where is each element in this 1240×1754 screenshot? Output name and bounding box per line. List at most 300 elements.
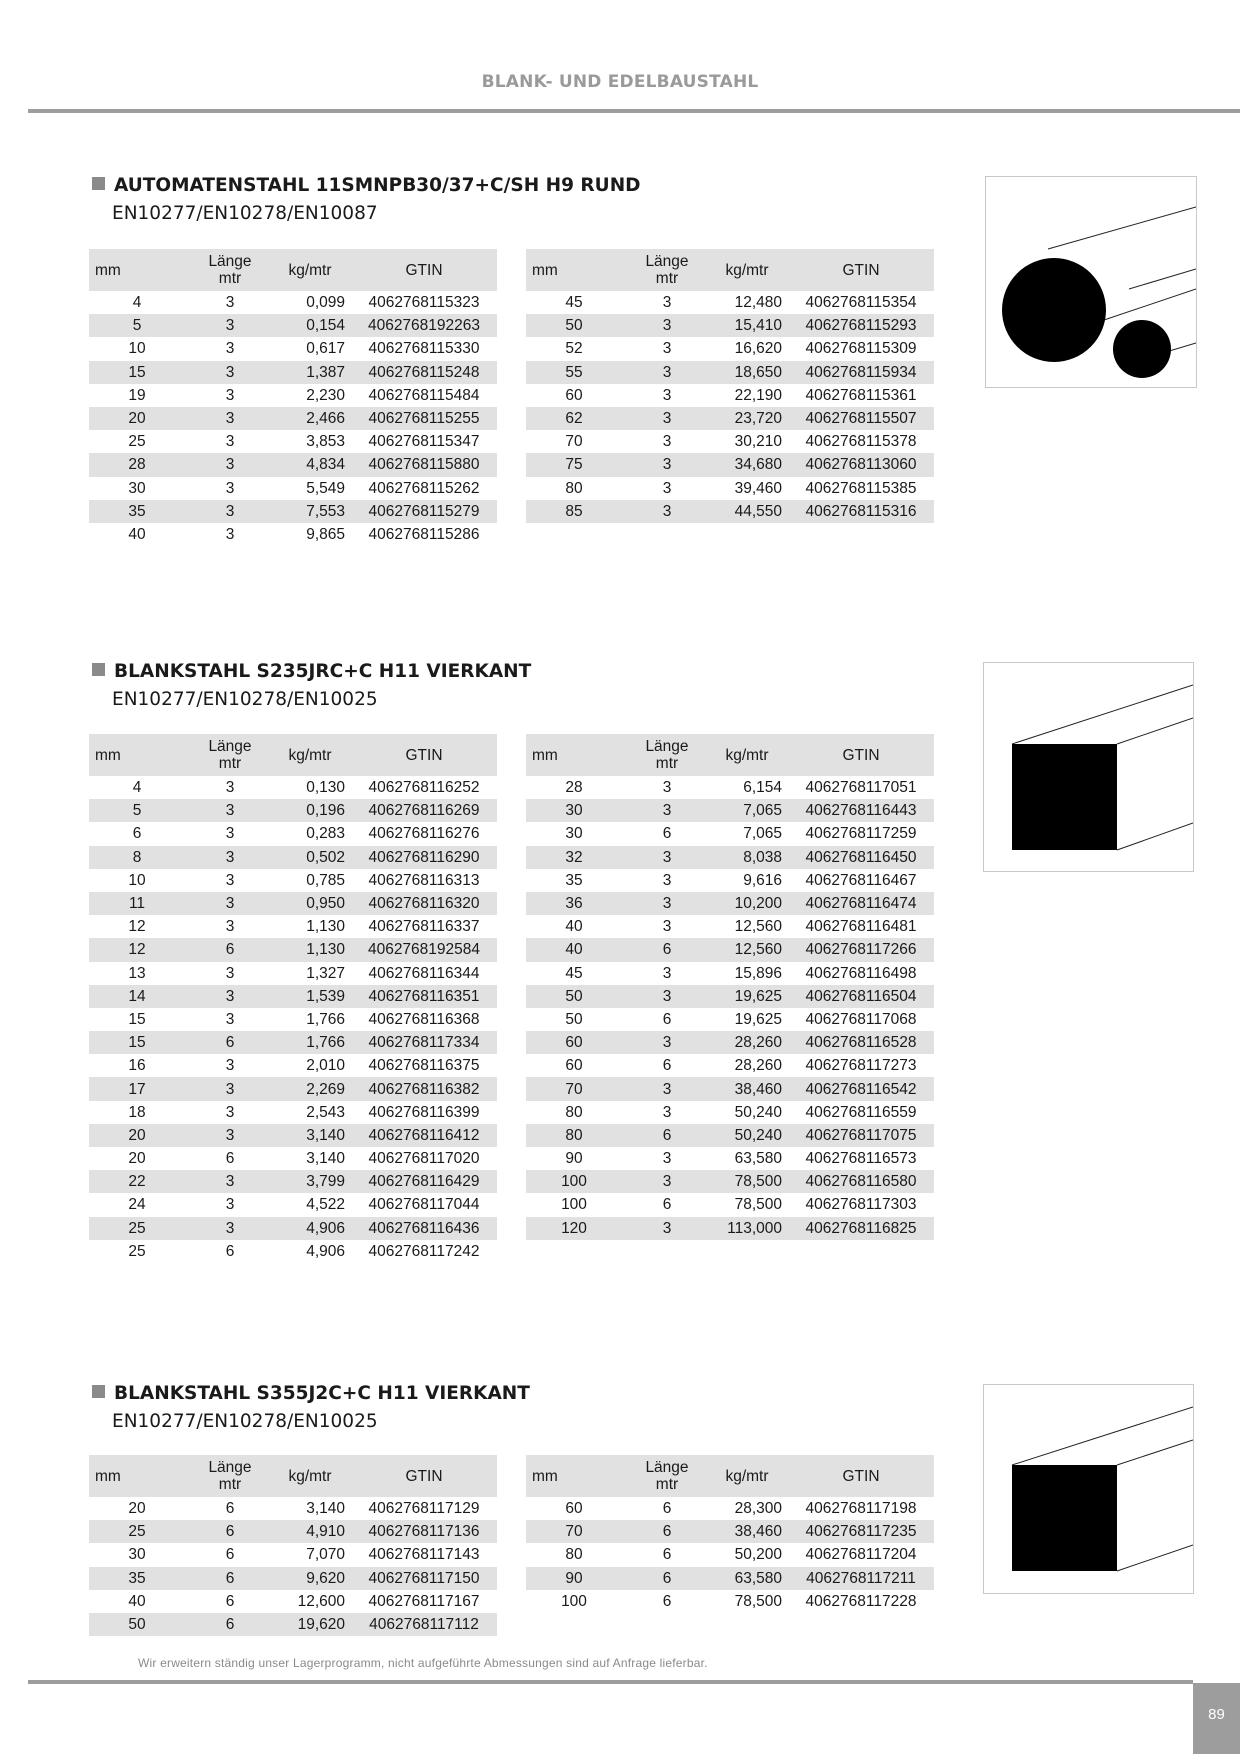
header-length-label: Länge <box>645 1459 689 1476</box>
cell-length: 3 <box>622 500 712 523</box>
cell-mm: 18 <box>128 1103 146 1121</box>
table-row <box>89 1613 497 1636</box>
cell-length: 3 <box>622 799 712 822</box>
table-row <box>526 1054 934 1077</box>
cell-weight: 50,240 <box>734 1103 782 1121</box>
cell-gtin: 4062768117266 <box>788 938 934 961</box>
table-row <box>526 430 934 453</box>
cell-weight: 12,560 <box>734 918 782 936</box>
cell-length: 3 <box>662 918 672 936</box>
table-row <box>89 1240 497 1263</box>
table-header-row <box>89 734 497 776</box>
table-header-row <box>526 249 934 291</box>
cell-length: 3 <box>185 799 275 822</box>
cell-weight: 4,906 <box>275 1217 351 1240</box>
cell-mm: 35 <box>89 500 185 523</box>
header-length-label: Länge <box>208 1459 252 1476</box>
cell-weight: 16,620 <box>734 340 782 358</box>
bullet-square-icon <box>92 177 105 190</box>
cell-weight: 28,300 <box>734 1500 782 1518</box>
cell-gtin: 4062768115309 <box>805 340 917 358</box>
cell-weight: 28,260 <box>734 1057 782 1075</box>
header-gtin-label: GTIN <box>842 261 880 279</box>
cell-mm: 20 <box>128 1150 146 1168</box>
cell-weight: 12,560 <box>712 938 788 961</box>
table-row <box>526 1031 934 1054</box>
cell-mm: 10 <box>128 340 146 358</box>
cell-weight: 3,140 <box>275 1124 351 1147</box>
cell-gtin: 4062768116443 <box>788 799 934 822</box>
cell-length: 3 <box>185 1217 275 1240</box>
cell-mm: 25 <box>89 1217 185 1240</box>
cell-gtin: 4062768116481 <box>805 918 917 936</box>
header-mm-label: mm <box>95 261 121 279</box>
cell-gtin: 4062768116573 <box>805 1150 917 1168</box>
cell-gtin: 4062768116351 <box>351 985 497 1008</box>
cell-length: 6 <box>622 938 712 961</box>
cell-mm: 36 <box>526 892 622 915</box>
cell-weight: 7,065 <box>743 825 782 843</box>
cell-length: 6 <box>185 1520 275 1543</box>
header-length-label: mtr <box>218 755 242 772</box>
cell-length: 3 <box>185 407 275 430</box>
cell-gtin: 4062768117167 <box>368 1592 480 1610</box>
table-row <box>89 1008 497 1031</box>
cell-length: 3 <box>622 1077 712 1100</box>
table-row <box>526 1520 934 1543</box>
bullet-square-icon <box>92 663 105 676</box>
cell-gtin: 4062768113060 <box>788 453 934 476</box>
cell-length: 3 <box>225 918 235 936</box>
header-gtin-label: GTIN <box>405 261 443 279</box>
cell-mm: 20 <box>128 1500 146 1518</box>
footnote: Wir erweitern ständig unser Lagerprogramm, nicht aufgeführte Abmessungen sind auf Anfrage lieferbar. <box>138 1656 708 1670</box>
square-bar-icon <box>984 1385 1193 1593</box>
cell-weight: 50,240 <box>712 1124 788 1147</box>
cell-length: 6 <box>225 1500 235 1518</box>
cell-weight: 18,650 <box>712 361 788 384</box>
table-row <box>526 799 934 822</box>
cell-mm: 40 <box>128 525 146 543</box>
cell-mm: 40 <box>128 1592 146 1610</box>
cell-length: 3 <box>662 1150 672 1168</box>
cell-weight: 23,720 <box>712 407 788 430</box>
header-gtin-label: GTIN <box>405 1467 443 1485</box>
cell-weight: 30,210 <box>734 433 782 451</box>
section-title: AUTOMATENSTAHL 11SMNPB30/37+C/SH H9 RUND <box>92 175 641 196</box>
cell-mm: 35 <box>89 1567 185 1590</box>
cell-mm: 8 <box>89 846 185 869</box>
cell-gtin: 4062768116320 <box>351 892 497 915</box>
cell-length: 3 <box>622 892 712 915</box>
cell-weight: 0,196 <box>275 799 351 822</box>
table-row <box>89 477 497 500</box>
table-row <box>526 938 934 961</box>
cell-weight: 0,154 <box>275 314 351 337</box>
table-row <box>89 962 497 985</box>
header-mm-label: mm <box>532 261 558 279</box>
table-row <box>89 384 497 407</box>
table-row <box>526 1008 934 1031</box>
cell-weight: 78,500 <box>712 1170 788 1193</box>
cell-gtin: 4062768115323 <box>368 294 480 312</box>
cell-length: 3 <box>185 314 275 337</box>
table-row <box>526 892 934 915</box>
round-bar-illustration <box>985 176 1197 388</box>
cell-gtin: 4062768116399 <box>368 1103 480 1121</box>
cell-length: 3 <box>185 1170 275 1193</box>
table-row <box>89 1147 497 1170</box>
cell-weight: 1,539 <box>275 985 351 1008</box>
cell-length: 3 <box>622 985 712 1008</box>
header-mm-label: mm <box>95 1467 121 1485</box>
cell-length: 3 <box>662 294 672 312</box>
cell-weight: 34,680 <box>712 453 788 476</box>
table-row <box>526 384 934 407</box>
cell-mm: 35 <box>565 871 583 889</box>
cell-weight: 15,896 <box>734 964 782 982</box>
header-mm <box>526 249 622 291</box>
table-row <box>89 1124 497 1147</box>
cell-weight: 0,130 <box>306 779 345 797</box>
table-row <box>89 846 497 869</box>
cell-length: 3 <box>225 1103 235 1121</box>
header-length <box>622 1455 712 1497</box>
header-mm-label: mm <box>532 1467 558 1485</box>
table-row <box>526 846 934 869</box>
table-row <box>89 915 497 938</box>
table-row <box>89 314 497 337</box>
cell-mm: 14 <box>89 985 185 1008</box>
header-weight <box>712 734 788 776</box>
header-length <box>185 734 275 776</box>
cell-weight: 28,260 <box>712 1031 788 1054</box>
cell-weight: 1,130 <box>306 918 345 936</box>
table-row <box>526 291 934 314</box>
cell-mm: 32 <box>526 846 622 869</box>
table-row <box>89 291 497 314</box>
cell-weight: 78,500 <box>734 1592 782 1610</box>
cell-mm: 15 <box>89 1031 185 1054</box>
cell-weight: 0,283 <box>306 825 345 843</box>
cell-gtin: 4062768117136 <box>351 1520 497 1543</box>
cell-length: 3 <box>662 779 672 797</box>
cell-gtin: 4062768115279 <box>351 500 497 523</box>
table-row <box>526 477 934 500</box>
cell-length: 3 <box>185 1077 275 1100</box>
table-row <box>89 1590 497 1613</box>
table-row <box>526 453 934 476</box>
cell-weight: 2,010 <box>306 1057 345 1075</box>
cell-weight: 4,834 <box>275 453 351 476</box>
cell-mm: 22 <box>89 1170 185 1193</box>
table-row <box>526 869 934 892</box>
cell-gtin: 4062768115378 <box>805 433 917 451</box>
cell-mm: 70 <box>526 1520 622 1543</box>
header-weight <box>275 734 351 776</box>
cell-gtin: 4062768115248 <box>351 361 497 384</box>
cell-weight: 19,625 <box>734 1010 782 1028</box>
header-weight-label: kg/mtr <box>725 261 769 279</box>
cell-length: 3 <box>622 1217 712 1240</box>
cell-mm: 6 <box>132 825 142 843</box>
table-row <box>526 1497 934 1520</box>
cell-weight: 63,580 <box>734 1150 782 1168</box>
header-weight-label: kg/mtr <box>288 261 332 279</box>
cell-weight: 39,460 <box>734 479 782 497</box>
cell-gtin: 4062768117334 <box>351 1031 497 1054</box>
cell-gtin: 4062768116276 <box>368 825 480 843</box>
cell-mm: 100 <box>561 1196 587 1214</box>
cell-weight: 38,460 <box>712 1077 788 1100</box>
cell-weight: 1,130 <box>275 938 351 961</box>
cell-mm: 45 <box>565 964 583 982</box>
cell-length: 6 <box>662 1010 672 1028</box>
cell-mm: 15 <box>128 1010 146 1028</box>
cell-weight: 1,387 <box>275 361 351 384</box>
cell-gtin: 4062768192263 <box>351 314 497 337</box>
cell-length: 3 <box>662 433 672 451</box>
table-row <box>89 799 497 822</box>
cell-gtin: 4062768116528 <box>788 1031 934 1054</box>
cell-length: 3 <box>662 386 672 404</box>
cell-weight: 50,200 <box>734 1546 782 1564</box>
header-mm-label: mm <box>532 746 558 764</box>
cell-mm: 80 <box>565 479 583 497</box>
cell-length: 3 <box>662 1103 672 1121</box>
cell-weight: 2,230 <box>306 386 345 404</box>
cell-gtin: 4062768117273 <box>805 1057 917 1075</box>
cell-length: 3 <box>622 314 712 337</box>
table-row <box>526 776 934 799</box>
header-weight <box>275 1455 351 1497</box>
table-row <box>526 500 934 523</box>
cell-mm: 120 <box>526 1217 622 1240</box>
table-row <box>89 822 497 845</box>
table-row <box>89 1217 497 1240</box>
cell-mm: 60 <box>565 1057 583 1075</box>
cell-gtin: 4062768115484 <box>368 386 480 404</box>
cell-weight: 44,550 <box>712 500 788 523</box>
cell-length: 6 <box>225 1592 235 1610</box>
cell-length: 3 <box>662 340 672 358</box>
cell-length: 3 <box>225 779 235 797</box>
cell-gtin: 4062768116474 <box>788 892 934 915</box>
cell-weight: 2,269 <box>275 1077 351 1100</box>
table-row <box>89 776 497 799</box>
cell-weight: 38,460 <box>712 1520 788 1543</box>
cell-weight: 10,200 <box>712 892 788 915</box>
table-row <box>89 869 497 892</box>
cell-weight: 3,140 <box>306 1150 345 1168</box>
cell-weight: 3,140 <box>306 1500 345 1518</box>
square-bar-illustration <box>983 662 1194 872</box>
cell-gtin: 4062768116368 <box>368 1010 480 1028</box>
cell-gtin: 4062768116382 <box>351 1077 497 1100</box>
cell-gtin: 4062768115262 <box>368 479 480 497</box>
cell-mm: 16 <box>128 1057 146 1075</box>
header-length-label: Länge <box>645 738 689 755</box>
header-length-label: mtr <box>655 755 679 772</box>
table-row <box>526 1101 934 1124</box>
cell-length: 3 <box>185 846 275 869</box>
cell-gtin: 4062768117112 <box>351 1613 497 1636</box>
cell-mm: 55 <box>526 361 622 384</box>
table-row <box>89 1170 497 1193</box>
cell-gtin: 4062768116252 <box>368 779 480 797</box>
product-table <box>526 249 934 523</box>
cell-length: 3 <box>225 871 235 889</box>
cell-weight: 3,799 <box>275 1170 351 1193</box>
cell-mm: 13 <box>128 964 146 982</box>
section-title: BLANKSTAHL S355J2C+C H11 VIERKANT <box>92 1383 530 1404</box>
cell-mm: 85 <box>526 500 622 523</box>
table-header-row <box>526 734 934 776</box>
header-mm <box>89 734 185 776</box>
cell-length: 3 <box>185 453 275 476</box>
cell-length: 3 <box>622 361 712 384</box>
cell-gtin: 4062768116542 <box>788 1077 934 1100</box>
cell-gtin: 4062768116580 <box>788 1170 934 1193</box>
footer-divider <box>28 1680 1193 1684</box>
cell-weight: 15,410 <box>712 314 788 337</box>
cell-gtin: 4062768115286 <box>368 525 480 543</box>
cell-weight: 5,549 <box>306 479 345 497</box>
cell-weight: 4,522 <box>306 1196 345 1214</box>
cell-length: 6 <box>185 1567 275 1590</box>
cell-gtin: 4062768116375 <box>368 1057 480 1075</box>
section-subtitle: EN10277/EN10278/EN10087 <box>112 203 378 224</box>
cell-mm: 11 <box>89 892 185 915</box>
cell-mm: 80 <box>526 1124 622 1147</box>
cell-length: 3 <box>225 1057 235 1075</box>
header-gtin-label: GTIN <box>842 1467 880 1485</box>
product-table <box>526 1455 934 1613</box>
cell-weight: 2,466 <box>275 407 351 430</box>
table-row <box>89 407 497 430</box>
header-mm-label: mm <box>95 746 121 764</box>
cell-length: 3 <box>225 340 235 358</box>
header-weight-label: kg/mtr <box>288 746 332 764</box>
cell-weight: 1,766 <box>306 1010 345 1028</box>
table-row <box>526 1147 934 1170</box>
cell-length: 3 <box>622 407 712 430</box>
table-row <box>89 453 497 476</box>
cell-length: 6 <box>662 1057 672 1075</box>
header-mm <box>526 734 622 776</box>
product-table <box>89 734 497 1263</box>
cell-weight: 9,865 <box>306 525 345 543</box>
cell-weight: 1,766 <box>275 1031 351 1054</box>
cell-length: 3 <box>225 479 235 497</box>
header-length <box>185 1455 275 1497</box>
header-length <box>185 249 275 291</box>
cell-weight: 0,950 <box>275 892 351 915</box>
cell-weight: 9,620 <box>275 1567 351 1590</box>
cell-mm: 30 <box>526 799 622 822</box>
cell-mm: 100 <box>526 1170 622 1193</box>
cell-weight: 4,906 <box>306 1242 345 1260</box>
cell-weight: 8,038 <box>712 846 788 869</box>
cell-gtin: 4062768117075 <box>788 1124 934 1147</box>
header-weight <box>275 249 351 291</box>
cell-gtin: 4062768117150 <box>351 1567 497 1590</box>
header-gtin <box>788 734 934 776</box>
cell-mm: 12 <box>89 938 185 961</box>
cell-length: 6 <box>662 1196 672 1214</box>
table-row <box>526 1193 934 1216</box>
header-length-label: Länge <box>208 253 252 270</box>
cell-gtin: 4062768116344 <box>368 964 480 982</box>
table-row <box>526 1077 934 1100</box>
table-row <box>89 1031 497 1054</box>
cell-length: 3 <box>185 985 275 1008</box>
cell-gtin: 4062768117051 <box>805 779 917 797</box>
cell-weight: 7,553 <box>275 500 351 523</box>
cell-weight: 2,543 <box>306 1103 345 1121</box>
cell-mm: 19 <box>128 386 146 404</box>
cell-mm: 30 <box>128 1546 146 1564</box>
table-row <box>526 407 934 430</box>
cell-length: 3 <box>225 1010 235 1028</box>
table-row <box>89 1101 497 1124</box>
cell-weight: 12,600 <box>297 1592 345 1610</box>
cell-mm: 28 <box>89 453 185 476</box>
cell-gtin: 4062768115880 <box>351 453 497 476</box>
product-table <box>89 1455 497 1636</box>
cell-weight: 0,099 <box>306 294 345 312</box>
cell-gtin: 4062768115507 <box>788 407 934 430</box>
cell-gtin: 4062768116337 <box>368 918 480 936</box>
cell-length: 3 <box>622 453 712 476</box>
header-gtin <box>788 249 934 291</box>
table-row <box>526 314 934 337</box>
cell-length: 3 <box>185 500 275 523</box>
cell-gtin: 4062768117242 <box>368 1242 480 1260</box>
cell-mm: 50 <box>526 314 622 337</box>
cell-mm: 28 <box>565 779 583 797</box>
square-bar-illustration <box>983 1384 1194 1594</box>
table-row <box>526 1170 934 1193</box>
cell-length: 3 <box>185 892 275 915</box>
cell-length: 6 <box>662 1546 672 1564</box>
cell-gtin: 4062768115385 <box>805 479 917 497</box>
cell-mm: 40 <box>565 918 583 936</box>
cell-gtin: 4062768115255 <box>351 407 497 430</box>
cell-gtin: 4062768115347 <box>368 433 480 451</box>
cell-length: 3 <box>662 964 672 982</box>
cell-weight: 113,000 <box>712 1217 788 1240</box>
cell-length: 3 <box>662 871 672 889</box>
cell-weight: 63,580 <box>712 1567 788 1590</box>
cell-gtin: 4062768192584 <box>351 938 497 961</box>
table-row <box>526 1543 934 1566</box>
cell-weight: 12,480 <box>734 294 782 312</box>
table-row <box>89 1077 497 1100</box>
cell-gtin: 4062768117303 <box>805 1196 917 1214</box>
cell-weight: 0,785 <box>306 871 345 889</box>
cell-mm: 90 <box>526 1567 622 1590</box>
cell-mm: 5 <box>89 799 185 822</box>
cell-weight: 7,065 <box>712 799 788 822</box>
table-row <box>89 1520 497 1543</box>
cell-length: 6 <box>622 1520 712 1543</box>
table-row <box>89 1497 497 1520</box>
cell-weight: 9,616 <box>743 871 782 889</box>
cell-gtin: 4062768117044 <box>368 1196 480 1214</box>
cell-gtin: 4062768115354 <box>805 294 917 312</box>
cell-length: 6 <box>185 1613 275 1636</box>
